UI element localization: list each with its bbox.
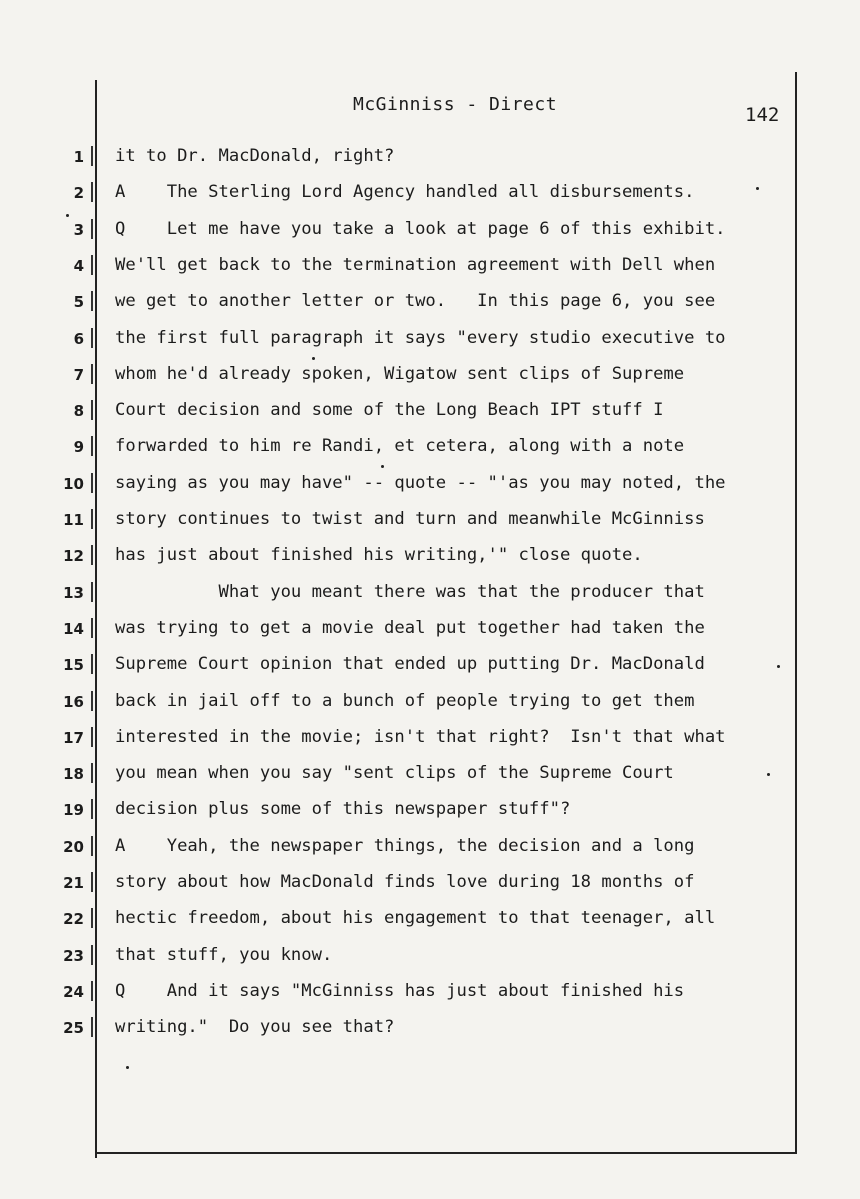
bottom-margin-rule	[95, 1152, 797, 1154]
margin-tick	[91, 908, 99, 928]
transcript-line: has just about finished his writing,'" close quote.	[115, 545, 643, 566]
scan-speck	[381, 465, 384, 468]
margin-tick	[91, 219, 99, 239]
transcript-line: decision plus some of this newspaper stuff"?	[115, 799, 571, 820]
line-number: 16	[63, 692, 84, 711]
line-number: 19	[63, 801, 84, 820]
margin-tick	[91, 364, 99, 384]
margin-tick	[91, 146, 99, 166]
transcript-line: A Yeah, the newspaper things, the decision and a long	[115, 835, 695, 856]
margin-tick	[91, 945, 99, 965]
scan-speck	[756, 187, 759, 190]
transcript-line: Court decision and some of the Long Beach IPT stuff I	[115, 400, 664, 421]
line-number: 22	[63, 910, 84, 929]
transcript-line: hectic freedom, about his engagement to that teenager, all	[115, 908, 716, 929]
line-number: 3	[73, 220, 84, 239]
scan-speck	[777, 665, 780, 668]
page-header-title: McGinniss - Direct	[353, 94, 558, 115]
line-number: 5	[73, 293, 84, 312]
margin-tick	[91, 545, 99, 565]
transcript-line: A The Sterling Lord Agency handled all disbursements.	[115, 182, 695, 203]
line-number: 14	[63, 619, 84, 638]
margin-tick	[91, 182, 99, 202]
line-number: 18	[63, 765, 84, 784]
transcript-line: whom he'd already spoken, Wigatow sent clips of Supreme	[115, 363, 685, 384]
scan-speck	[66, 214, 69, 217]
line-number: 12	[63, 547, 84, 566]
margin-tick	[91, 981, 99, 1001]
margin-tick	[91, 509, 99, 529]
margin-tick	[91, 291, 99, 311]
margin-tick	[91, 654, 99, 674]
line-number: 10	[63, 474, 84, 493]
line-number: 1	[73, 148, 84, 166]
transcript-line: the first full paragraph it says "every studio executive to	[115, 327, 726, 348]
margin-tick	[91, 1017, 99, 1037]
transcript-line: story about how MacDonald finds love during 18 months of	[115, 872, 695, 892]
margin-tick	[91, 473, 99, 493]
transcript-line: back in jail off to a bunch of people trying to get them	[115, 690, 695, 711]
transcript-line: What you meant there was that the producer that	[115, 581, 705, 602]
scan-speck	[312, 357, 315, 360]
transcript-line: story continues to twist and turn and meanwhile McGinniss	[115, 509, 705, 529]
line-number: 24	[63, 982, 84, 1001]
transcript-line: was trying to get a movie deal put together had taken the	[115, 617, 705, 638]
transcript-line: We'll get back to the termination agreement with Dell when	[115, 254, 716, 275]
margin-tick	[91, 255, 99, 275]
margin-tick	[91, 400, 99, 420]
margin-tick	[91, 799, 99, 819]
scan-speck	[767, 773, 770, 776]
margin-tick	[91, 763, 99, 783]
transcript-line: Supreme Court opinion that ended up putting Dr. MacDonald	[115, 654, 705, 675]
line-number: 7	[73, 365, 84, 384]
line-number: 13	[63, 583, 84, 602]
margin-tick	[91, 436, 99, 456]
line-number: 6	[73, 329, 84, 348]
right-margin-rule	[795, 72, 797, 1152]
line-number: 2	[73, 184, 84, 203]
margin-tick	[91, 872, 99, 892]
transcript-line: forwarded to him re Randi, et cetera, along with a note	[115, 436, 685, 457]
line-number: 23	[63, 946, 84, 965]
transcript-line: interested in the movie; isn't that right? Isn't that what	[115, 726, 726, 747]
margin-tick	[91, 618, 99, 638]
line-number: 9	[73, 438, 84, 457]
line-number: 17	[63, 728, 84, 747]
margin-tick	[91, 836, 99, 856]
transcript-line: you mean when you say "sent clips of the Supreme Court	[115, 763, 674, 784]
transcript-line: it to Dr. MacDonald, right?	[115, 146, 395, 166]
margin-tick	[91, 328, 99, 348]
transcript-line: we get to another letter or two. In this page 6, you see	[115, 291, 716, 312]
line-number: 8	[73, 402, 84, 421]
line-number: 4	[73, 256, 84, 275]
line-number: 15	[63, 656, 84, 675]
page-number: 142	[745, 104, 780, 126]
transcript-line: that stuff, you know.	[115, 944, 333, 965]
margin-tick	[91, 582, 99, 602]
scan-speck	[126, 1066, 129, 1069]
transcript-line: writing." Do you see that?	[115, 1017, 395, 1038]
line-number: 11	[63, 511, 84, 529]
margin-tick	[91, 727, 99, 747]
line-number: 20	[63, 837, 84, 856]
transcript-line: saying as you may have" -- quote -- "'as you may noted, the	[115, 472, 726, 493]
line-number: 25	[63, 1019, 84, 1038]
transcript-line: Q Let me have you take a look at page 6 of this exhibit.	[115, 218, 726, 239]
transcript-line: Q And it says "McGinniss has just about finished his	[115, 980, 685, 1001]
margin-tick	[91, 691, 99, 711]
line-number: 21	[63, 874, 84, 892]
